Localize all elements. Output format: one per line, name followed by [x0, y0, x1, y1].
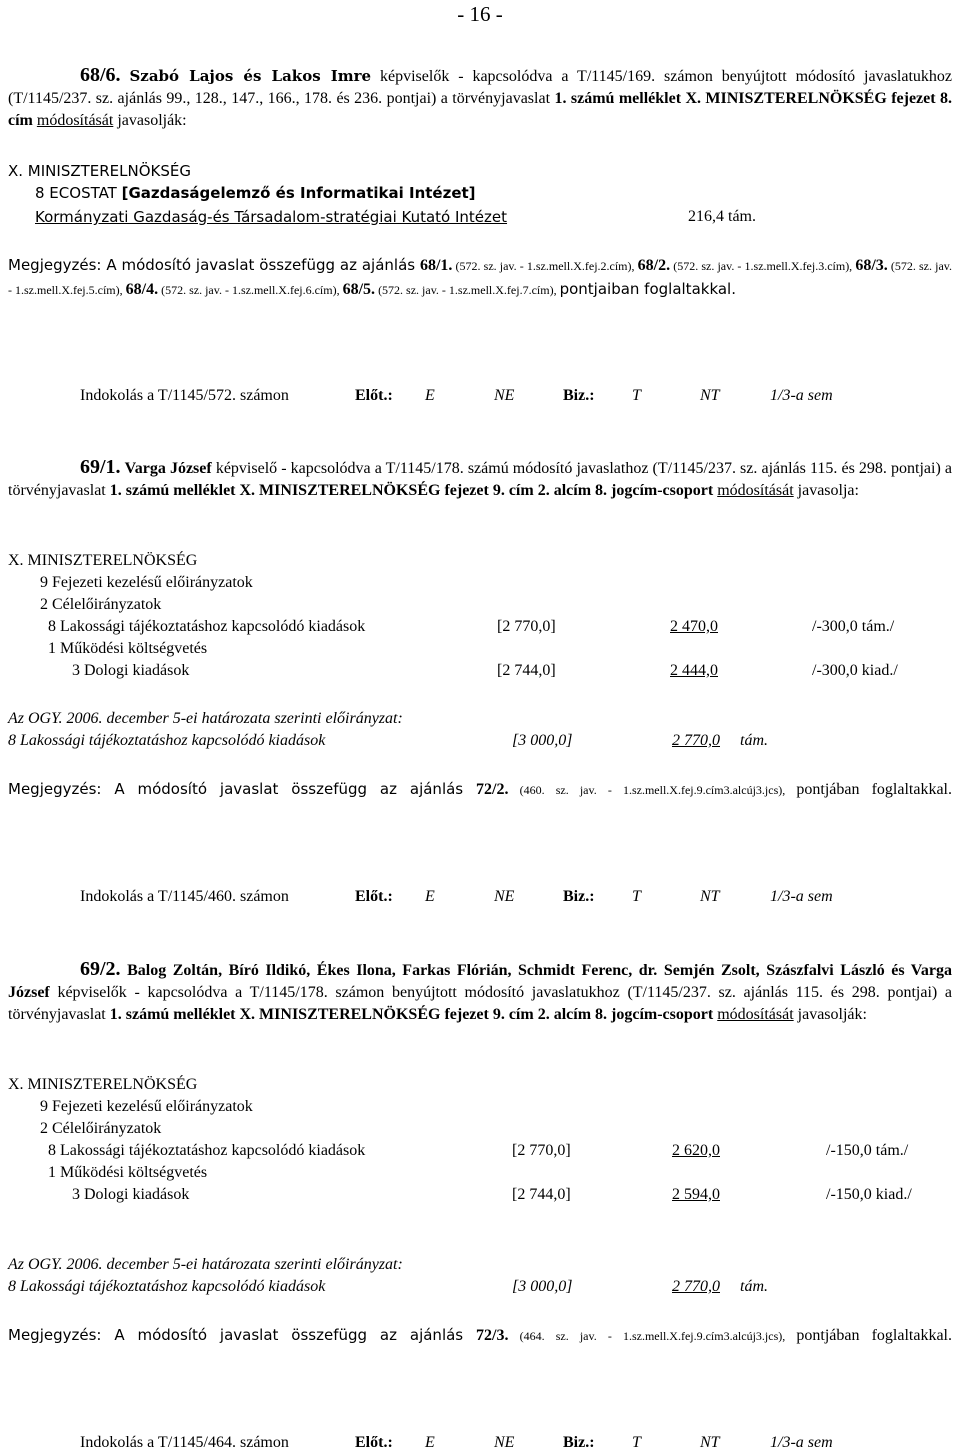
amendment-number: 68/6.	[80, 64, 121, 86]
note-segment: (572. sz. jav. - 1.sz.mell.X.fej.6.cím),	[158, 283, 343, 297]
note-segment: (572. sz. jav. - 1.sz.mell.X.fej.3.cím),	[670, 259, 856, 273]
row-new-amount: 2 444,0	[670, 662, 718, 679]
note-segment: 68/2.	[637, 257, 671, 274]
note-segment: 68/5.	[342, 281, 376, 298]
note-segment: (572. sz. jav. - 1.sz.mell.X.fej.5.cím),	[8, 259, 952, 297]
row-label: 9 Fejezeti kezelésű előirányzatok	[40, 1098, 253, 1115]
row-label: 3 Dologi kiadások	[72, 662, 190, 679]
proposer-names: Balog Zoltán, Bíró Ildikó, Ékes Ilona, Farkas Flórián, Schmidt Ferenc, dr. Semjén Zsolt, Szászfalvi László és Varga József	[8, 962, 952, 1001]
budget-row	[0, 1096, 960, 1118]
intro-text: képviselők - kapcsolódva a T/1145/169. számon benyújtott módosító javaslatukhoz (T/1145/237. sz. ajánlás 99., 128., 147., 166., 178. és 236. pontjai) a törvényjavaslat	[8, 68, 953, 107]
section-reference: 1. számú melléklet X. MINISZTERELNÖKSÉG fejezet 9. cím 2. alcím 8. jogcím-csoport	[109, 482, 714, 499]
note-69-2: Megjegyzés: A módosító javaslat összefügg az ajánlás 72/3. (464. sz. jav. - 1.sz.mell.X.fej.9.cím3.alcúj3.jcs), pontjában foglaltakkal.	[8, 1326, 953, 1344]
intro-text: képviselők - kapcsolódva a T/1145/178. számon benyújtott módosító javaslatukhoz (T/1145/237. sz. ajánlás 115. és 298. pontjai) a törvényjavaslat	[8, 984, 952, 1023]
ministry-heading: X. MINISZTERELNÖKSÉG	[8, 1076, 198, 1093]
note-segment: Megjegyzés: A módosító javaslat összefügg az ajánlás	[8, 256, 420, 274]
row-original-amount: [2 770,0]	[512, 1142, 571, 1159]
row-label: 8 Lakossági tájékoztatáshoz kapcsolódó kiadások	[8, 732, 326, 749]
budget-row	[0, 1140, 960, 1162]
ogy-row-69-1	[0, 730, 960, 752]
row-label: 1 Működési költségvetés	[48, 640, 208, 657]
ministry-heading: X. MINISZTERELNÖKSÉG	[8, 162, 192, 180]
institute-line: 8 ECOSTAT [Gazdaságelemző és Informatikai Intézet]	[35, 184, 476, 202]
justification-68-6: Indokolás a T/1145/572. számon Előt.: E NE Biz.: T NT 1/3-a sem	[80, 387, 833, 404]
row-label: 8 Lakossági tájékoztatáshoz kapcsolódó kiadások	[48, 1142, 366, 1159]
budget-row	[0, 1162, 960, 1184]
row-new-amount: 2 620,0	[672, 1142, 720, 1159]
ogy-row-69-2	[0, 1276, 960, 1298]
modification-word: módosítását	[36, 112, 114, 129]
note-segment: (572. sz. jav. - 1.sz.mell.X.fej.2.cím),	[452, 259, 638, 273]
row-label: 2 Célelőirányzatok	[40, 596, 162, 613]
row-new-amount: 2 770,0	[672, 1278, 720, 1295]
section-reference: 1. számú melléklet X. MINISZTERELNÖKSÉG fejezet 9. cím 2. alcím 8. jogcím-csoport	[109, 1006, 714, 1023]
budget-row	[0, 638, 960, 660]
institute-amount: 216,4 tám.	[688, 208, 756, 225]
ministry-heading: X. MINISZTERELNÖKSÉG	[8, 552, 198, 569]
row-change: /-150,0 tám./	[826, 1142, 909, 1159]
row-original-amount: [2 744,0]	[512, 1186, 571, 1203]
note-segment: 68/1.	[419, 257, 453, 274]
row-label: 1 Működési költségvetés	[48, 1164, 208, 1181]
row-change: /-300,0 tám./	[812, 618, 895, 635]
note-segment: (572. sz. jav. - 1.sz.mell.X.fej.7.cím),	[375, 283, 560, 297]
amendment-number: 69/2.	[80, 958, 121, 980]
row-label: 3 Dologi kiadások	[72, 1186, 190, 1203]
amendment-69-2-intro	[8, 958, 952, 1026]
budget-row	[0, 1118, 960, 1140]
row-new-amount: 2 594,0	[672, 1186, 720, 1203]
page-number: - 16 -	[457, 2, 503, 26]
row-new-amount: 2 770,0	[672, 732, 720, 749]
note-69-1: Megjegyzés: A módosító javaslat összefügg az ajánlás 72/2. (460. sz. jav. - 1.sz.mell.X.fej.9.cím3.alcúj3.jcs), pontjában foglaltakkal.	[8, 780, 953, 798]
institute-new-name: Kormányzati Gazdaság-és Társadalom-stratégiai Kutató Intézet	[35, 208, 508, 226]
budget-row	[0, 616, 960, 638]
justification-69-1: Indokolás a T/1145/460. számon Előt.: E NE Biz.: T NT 1/3-a sem	[80, 888, 833, 905]
row-label: 8 Lakossági tájékoztatáshoz kapcsolódó kiadások	[8, 1278, 326, 1295]
intro-end: javasolja:	[793, 482, 859, 499]
amendment-number: 69/1.	[80, 456, 121, 478]
row-original-amount: [2 744,0]	[497, 662, 556, 679]
intro-text: képviselő - kapcsolódva a T/1145/178. számú módosító javaslathoz (T/1145/237. sz. ajánlás 115. és 298. pontjai) a törvényjavaslat	[8, 460, 952, 499]
budget-row	[0, 660, 960, 682]
ogy-row	[0, 730, 960, 752]
justification-69-2: Indokolás a T/1145/464. számon Előt.: E NE Biz.: T NT 1/3-a sem	[80, 1434, 833, 1451]
note-segment: pontjaiban foglaltakkal.	[559, 280, 736, 298]
section-reference: 1. számú melléklet X. MINISZTERELNÖKSÉG fejezet 8. cím	[8, 90, 953, 129]
intro-end: javasolják:	[793, 1006, 867, 1023]
amendment-69-1-intro	[8, 456, 952, 502]
row-change: /-300,0 kiad./	[812, 662, 898, 679]
note-segment: 68/3.	[855, 257, 888, 274]
amendment-68-6-intro	[8, 64, 952, 132]
row-type: tám.	[740, 1278, 768, 1295]
intro-end: javasolják:	[113, 112, 187, 129]
note-segment: 68/4.	[125, 281, 159, 298]
row-new-amount: 2 470,0	[670, 618, 718, 635]
ogy-heading: Az OGY. 2006. december 5-ei határozata szerinti előirányzat:	[8, 710, 403, 727]
ogy-heading: Az OGY. 2006. december 5-ei határozata szerinti előirányzat:	[8, 1256, 403, 1273]
row-label: 8 Lakossági tájékoztatáshoz kapcsolódó kiadások	[48, 618, 366, 635]
modification-word: módosítását	[717, 482, 794, 499]
row-label: 2 Célelőirányzatok	[40, 1120, 162, 1137]
institute-new-line	[35, 206, 960, 228]
proposer-names: Varga József	[124, 460, 212, 477]
budget-row	[0, 572, 960, 594]
budget-row	[0, 594, 960, 616]
row-original-amount: [3 000,0]	[512, 732, 573, 749]
row-type: tám.	[740, 732, 768, 749]
proposer-names: Szabó Lajos és Lakos Imre	[129, 67, 372, 85]
modification-word: módosítását	[717, 1006, 794, 1023]
budget-row	[0, 1184, 960, 1206]
ogy-row	[0, 1276, 960, 1298]
row-label: 9 Fejezeti kezelésű előirányzatok	[40, 574, 253, 591]
row-original-amount: [3 000,0]	[512, 1278, 573, 1295]
row-change: /-150,0 kiad./	[826, 1186, 912, 1203]
budget-table-69-2	[0, 1096, 960, 1206]
budget-table-69-1	[0, 572, 960, 682]
institute-old-name: [Gazdaságelemző és Informatikai Intézet]	[121, 184, 476, 202]
row-original-amount: [2 770,0]	[497, 618, 556, 635]
note-68-6	[8, 254, 952, 302]
